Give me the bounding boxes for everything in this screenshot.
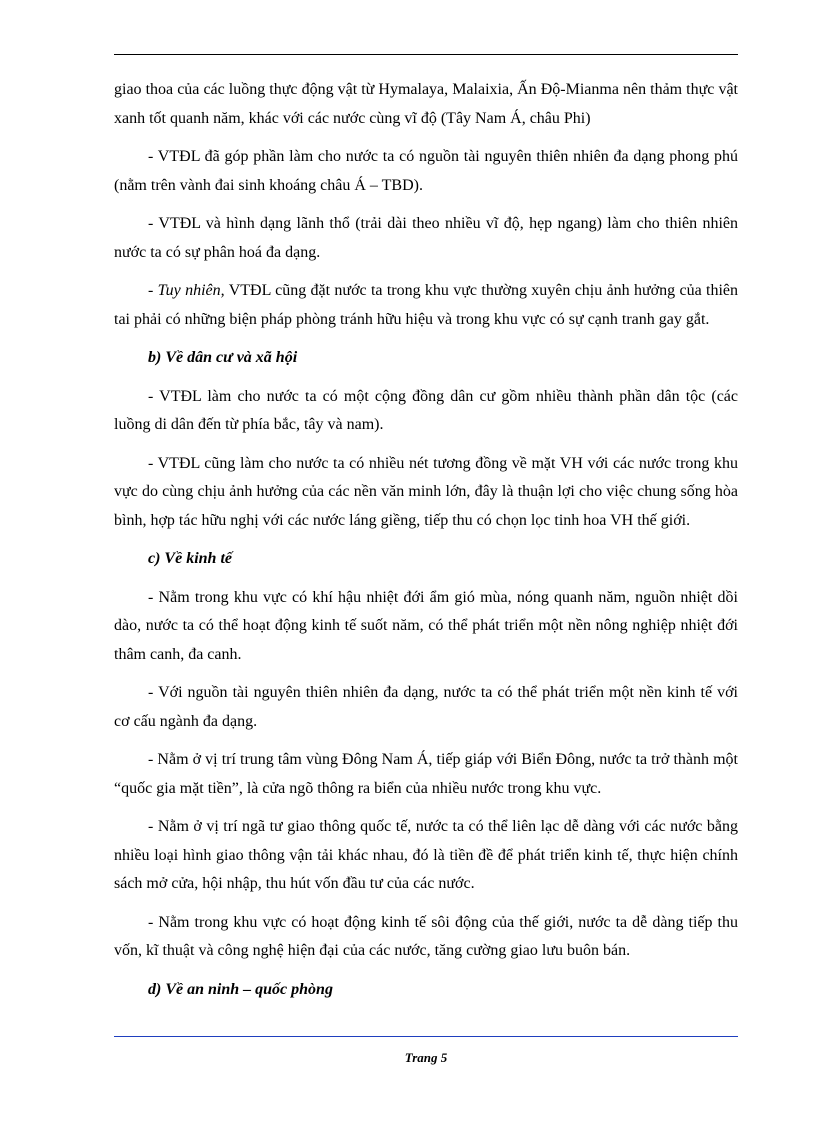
paragraph-central-location: - Nằm ở vị trí trung tâm vùng Đông Nam Á, tiếp giáp với Biển Đông, nước ta trở thành một “quốc gia mặt tiền”, là cửa ngõ thông ra biển của nhiều nước trong khu vực. [114, 751, 738, 797]
paragraph-resources-economy: - Với nguồn tài nguyên thiên nhiên đa dạng, nước ta có thể phát triển một nền kinh tế với cơ cấu ngành đa dạng. [114, 684, 738, 730]
paragraph-dynamic-region: - Nằm trong khu vực có hoạt động kinh tế sôi động của thế giới, nước ta dễ dàng tiếp thu vốn, kĩ thuật và công nghệ hiện đại của các nước, tăng cường giao lưu buôn bán. [114, 913, 738, 959]
paragraph-territory-shape: - VTĐL và hình dạng lãnh thổ (trải dài theo nhiều vĩ độ, hẹp ngang) làm cho thiên nhiên nước ta có sự phân hoá đa dạng. [114, 215, 738, 261]
paragraph-flora: giao thoa của các luồng thực động vật từ Hymalaya, Malaixia, Ấn Độ-Mianma nên thảm thực vật xanh tốt quanh năm, khác với các nước cùng vĩ độ (Tây Nam Á, châu Phi) [114, 81, 738, 127]
paragraph-hazards-text: VTĐL cũng đặt nước ta trong khu vực thường xuyên chịu ảnh hưởng của thiên tai phải có những biện pháp phòng tránh hữu hiệu và trong khu vực có sự cạnh tranh gay gắt. [114, 282, 738, 328]
header-rule [114, 54, 738, 55]
page-number: Trang 5 [404, 1050, 448, 1065]
section-heading-population: b) Về dân cư và xã hội [148, 349, 298, 366]
paragraph-resources: - VTĐL đã góp phần làm cho nước ta có nguồn tài nguyên thiên nhiên đa dạng phong phú (nằm trên vành đai sinh khoáng châu Á – TBD). [114, 148, 738, 194]
paragraph-hazards-lead: - Tuy nhiên, [148, 282, 225, 299]
paragraph-natural-hazards [114, 277, 738, 334]
page-body [114, 76, 738, 1014]
paragraph-culture: - VTĐL cũng làm cho nước ta có nhiều nét tương đồng về mặt VH với các nước trong khu vực do cùng chịu ảnh hưởng của các nền văn minh lớn, đây là thuận lợi cho việc chung sống hòa bình, hợp tác hữu nghị với các nước láng giềng, tiếp thu có chọn lọc tinh hoa VH thế giới. [114, 454, 738, 529]
paragraph-transport-crossroads: - Nằm ở vị trí ngã tư giao thông quốc tế, nước ta có thể liên lạc dễ dàng với các nước bằng nhiều loại hình giao thông vận tải khác nhau, đó là tiền đề để phát triển kinh tế, thực hiện chính sách mở cửa, hội nhập, thu hút vốn đầu tư của các nước. [114, 818, 738, 892]
section-heading-economy: c) Về kinh tế [148, 550, 232, 567]
section-heading-security: d) Về an ninh – quốc phòng [148, 980, 333, 998]
footer-rule [114, 1036, 738, 1037]
paragraph-climate-economy: - Nằm trong khu vực có khí hậu nhiệt đới ẩm gió mùa, nóng quanh năm, nguồn nhiệt dồi dào, nước ta có thể hoạt động kinh tế suốt năm, có thể phát triển một nền nông nghiệp nhiệt đới thâm canh, đa canh. [114, 588, 738, 663]
paragraph-ethnic-groups: - VTĐL làm cho nước ta có một cộng đồng dân cư gồm nhiều thành phần dân tộc (các luồng di dân đến từ phía bắc, tây và nam). [114, 387, 738, 433]
